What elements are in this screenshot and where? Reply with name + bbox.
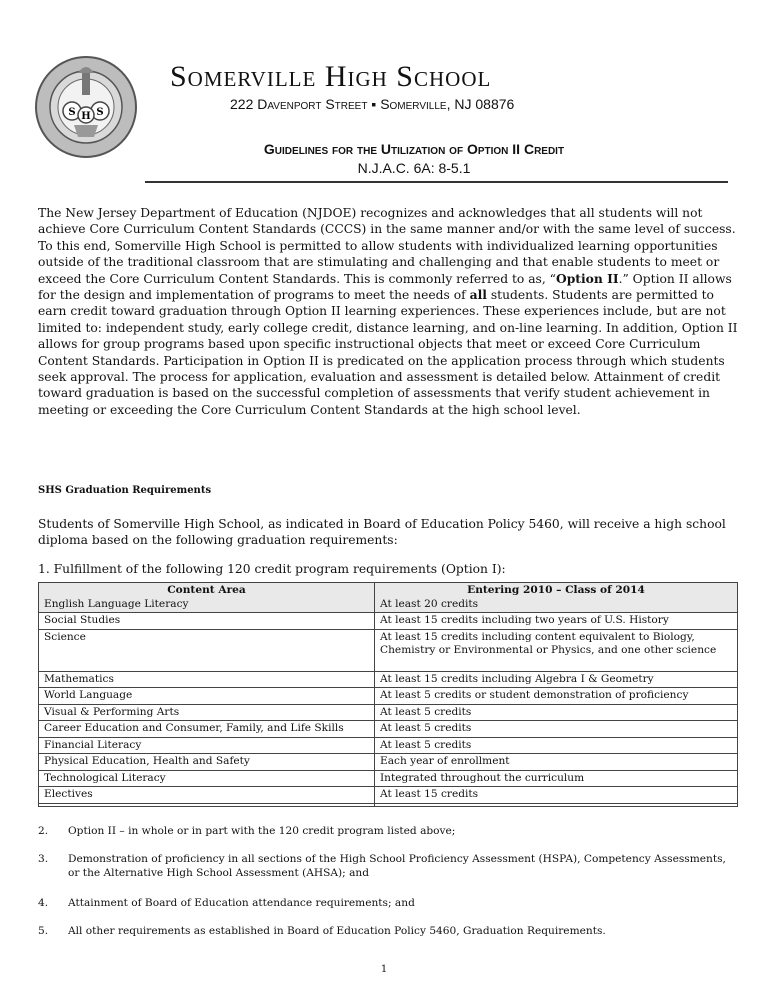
- table-cell: At least 5 credits: [375, 704, 738, 721]
- page-number: 1: [380, 964, 388, 975]
- header-divider: [145, 181, 728, 183]
- section-heading: SHS Graduation Requirements: [38, 485, 212, 496]
- table-cell: Science: [39, 629, 375, 671]
- table-cell: Technological Literacy: [39, 770, 375, 787]
- intro-paragraph: The New Jersey Department of Education (NJDOE) recognizes and acknowledges that all students will not achieve Core Curriculum Content Standards (CCCS) in the same manner and/or with the same level of success. To this end, Somerville High School is permitted to allow students with individualized learning opportunities outside of the traditional classroom that are stimulating and challenging and that enable students to meet or exceed the Core Curriculum Content Standards. This is commonly referred to as, “Option II.” Option II allows for the design and implementation of programs to meet the needs of all students. Students are permitted to earn credit toward graduation through Option II learning experiences. These experiences include, but are not limited to: independent study, early college credit, distance learning, and on-line learning. In addition, Option II allows for group programs based upon specific instructional objects that meet or exceed Core Curriculum Content Standards. Participation in Option II is predicated on the application process through which students seek approval. The process for application, evaluation and assessment is detailed below. Attainment of credit toward graduation is based on the successful completion of assessments that verify student achievement in meeting or exceeding the Core Curriculum Content Standards at the high school level.: [38, 206, 738, 417]
- table-cell: At least 5 credits: [375, 721, 738, 738]
- table-row: [39, 629, 738, 671]
- table-row: [39, 704, 738, 721]
- table-cell: Integrated throughout the curriculum: [375, 770, 738, 787]
- table-row: [39, 737, 738, 754]
- table-cell: Career Education and Consumer, Family, and Life Skills: [39, 721, 375, 738]
- svg-text:S: S: [68, 107, 76, 118]
- table-cell: At least 15 credits including two years of U.S. History: [375, 613, 738, 630]
- school-address: 222 Davenport Street ▪ Somerville, NJ 08876: [230, 96, 515, 112]
- table-cell: World Language: [39, 688, 375, 705]
- table-header-row: [39, 583, 738, 613]
- table-cell: [39, 803, 375, 806]
- regulation-code: N.J.A.C. 6A: 8-5.1: [357, 160, 471, 176]
- table-cell: At least 15 credits including Algebra I & Geometry: [375, 671, 738, 688]
- table-row: [39, 770, 738, 787]
- column-header-entering: Entering 2010 – Class of 2014: [467, 584, 645, 596]
- table-cell: [375, 803, 738, 806]
- table-cell: Financial Literacy: [39, 737, 375, 754]
- table-cell: Social Studies: [39, 613, 375, 630]
- table-cell: Physical Education, Health and Safety: [39, 754, 375, 771]
- table-cell: Content Area English Language Literacy: [39, 583, 375, 613]
- svg-text:H: H: [81, 111, 91, 122]
- document-subtitle: Guidelines for the Utilization of Option II Credit: [263, 141, 565, 157]
- column-header-content-area: Content Area: [167, 584, 246, 596]
- students-paragraph: Students of Somerville High School, as indicated in Board of Education Policy 5460, will receive a high school diploma based on the following graduation requirements:: [38, 517, 726, 548]
- requirements-table: [38, 582, 738, 807]
- table-cell: At least 5 credits or student demonstration of proficiency: [375, 688, 738, 705]
- table-row: [39, 754, 738, 771]
- table-row: [39, 671, 738, 688]
- option-ii-bold: Option II: [555, 270, 619, 286]
- svg-text:S: S: [96, 107, 104, 118]
- table-row: [39, 787, 738, 804]
- school-name: Somerville High School: [170, 60, 492, 93]
- table-cell: Mathematics: [39, 671, 375, 688]
- table-row: [39, 721, 738, 738]
- table-cell: Visual & Performing Arts: [39, 704, 375, 721]
- table-cell: At least 15 credits including content equivalent to Biology, Chemistry or Environmental or Physics, and one other science: [375, 629, 738, 671]
- table-cell: Each year of enrollment: [375, 754, 738, 771]
- table-cell: Electives: [39, 787, 375, 804]
- all-bold: all: [469, 287, 487, 303]
- table-row: [39, 688, 738, 705]
- list-item-1: 1. Fulfillment of the following 120 credit program requirements (Option I):: [38, 562, 506, 576]
- table-cell: At least 5 credits: [375, 737, 738, 754]
- table-cell: Entering 2010 – Class of 2014 At least 20 credits: [375, 583, 738, 613]
- table-row: [39, 803, 738, 806]
- table-cell: At least 15 credits: [375, 787, 738, 804]
- table-row: [39, 613, 738, 630]
